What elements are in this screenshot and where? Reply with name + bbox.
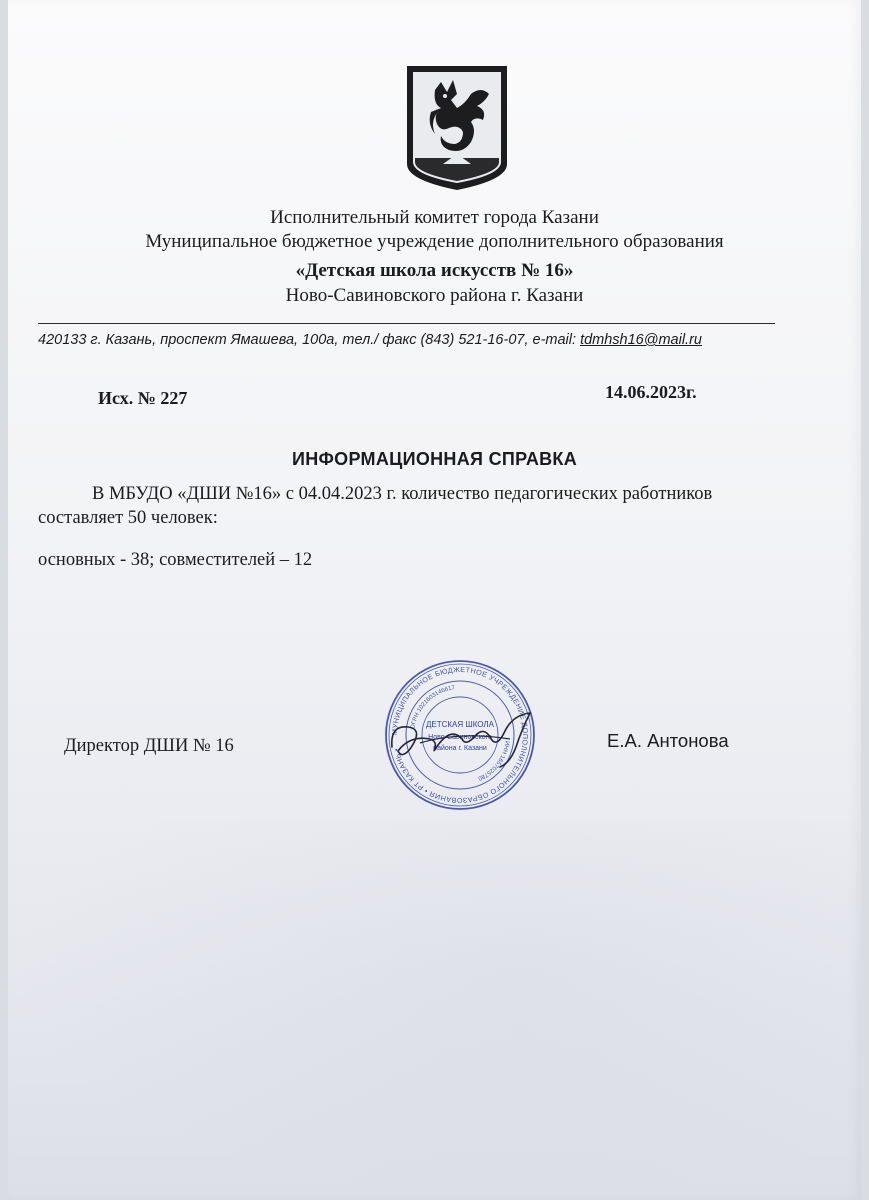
- outgoing-reference-number: Исх. № 227: [98, 388, 188, 408]
- stamp-center-line-3: района г. Казани: [433, 745, 487, 752]
- document-title: ИНФОРМАЦИОННАЯ СПРАВКА: [291, 449, 578, 469]
- stamp-ring-text: МУНИЦИПАЛЬНОЕ БЮДЖЕТНОЕ УЧРЕЖДЕНИЕ ДОПОЛНИТЕЛЬНОГО ОБРАЗОВАНИЯ • РТ КАЗАНЬ •: [389, 664, 531, 806]
- stamp-inn: ИНН 1657025780: [476, 740, 510, 782]
- address-text: 420133 г. Казань, проспект Ямашева, 100а, тел./ факс (843) 521-16-07, e-mail:: [38, 332, 581, 348]
- email-link[interactable]: tdmhsh16@mail.ru: [580, 332, 702, 348]
- header-organization-line: Исполнительный комитет города Казани: [270, 207, 599, 228]
- paragraph-line-2: составляет 50 человек:: [38, 508, 218, 528]
- document-date: 14.06.2023г.: [605, 382, 697, 402]
- header-district-line: Ново-Савиновского района г. Казани: [285, 285, 584, 306]
- paragraph-line-1: В МБУДО «ДШИ №16» с 04.04.2023 г. количество педагогических работников: [92, 484, 713, 504]
- stamp-ogrn: ОГРН 1021603146617: [410, 685, 456, 730]
- stamp-center-line-1: ДЕТСКАЯ ШКОЛА: [425, 720, 495, 729]
- contact-address-line: [38, 331, 702, 349]
- header-school-name: «Детская школа искусств № 16»: [295, 260, 574, 281]
- header-divider: [38, 323, 775, 324]
- official-round-stamp: [380, 655, 540, 815]
- signatory-name: Е.А. Антонова: [607, 730, 729, 751]
- stamp-center-line-2: Ново-Савиновского: [428, 734, 492, 741]
- header-institution-type-line: Муниципальное бюджетное учреждение дополнительного образования: [145, 231, 724, 252]
- kazan-coat-of-arms-emblem: [405, 64, 509, 192]
- staff-breakdown: основных - 38; совместителей – 12: [38, 550, 313, 570]
- signatory-position: Директор ДШИ № 16: [64, 736, 234, 756]
